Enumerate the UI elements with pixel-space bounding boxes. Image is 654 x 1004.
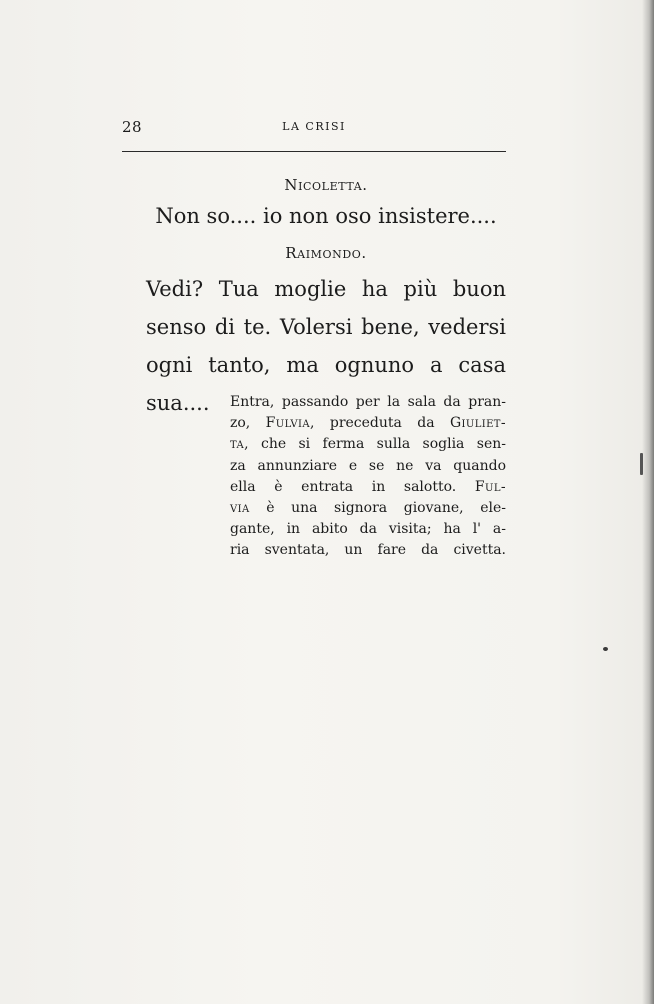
stage-line: Entra, passando per la sala da pran- (230, 394, 506, 410)
page-number: 28 (122, 118, 143, 136)
page-header (122, 118, 506, 136)
dialogue-line: Non so.... io non oso insistere.... (155, 204, 497, 228)
stage-line: ria sventata, un fare da civetta. (230, 542, 506, 559)
stage-direction (230, 392, 506, 562)
running-title: LA CRISI (282, 120, 346, 133)
speaker-nicoletta: Nicoletta. (284, 176, 368, 194)
ink-speck (603, 647, 608, 651)
stage-line: ella è entrata in salotto. Ful- (230, 478, 506, 495)
stage-line: za annunziare e se ne va quando (230, 457, 506, 474)
character-name: Ful- (474, 478, 506, 495)
dialogue-block (146, 172, 506, 422)
character-name: Giuliet- (449, 415, 506, 432)
stage-line: gante, in abito da visita; ha l' a- (230, 521, 506, 538)
character-name: Fulvia (265, 415, 311, 432)
dialogue-line: ogni tanto, ma ognuno a casa sua.... (146, 353, 506, 415)
character-name: via (230, 500, 250, 517)
character-name: ta (230, 436, 245, 453)
stage-line: ta, che si ferma sulla soglia sen- (230, 436, 506, 453)
page-edge-shadow (642, 0, 654, 1004)
dialogue-line: senso di te. Volersi bene, vedersi (146, 315, 506, 339)
speaker-raimondo: Raimondo. (285, 244, 367, 262)
header-rule (122, 151, 506, 152)
stage-line: zo, Fulvia, preceduta da Giuliet- (230, 415, 506, 432)
dialogue-line: Vedi? Tua moglie ha più buon (146, 277, 506, 301)
stage-line: via è una signora giovane, ele- (230, 500, 506, 517)
